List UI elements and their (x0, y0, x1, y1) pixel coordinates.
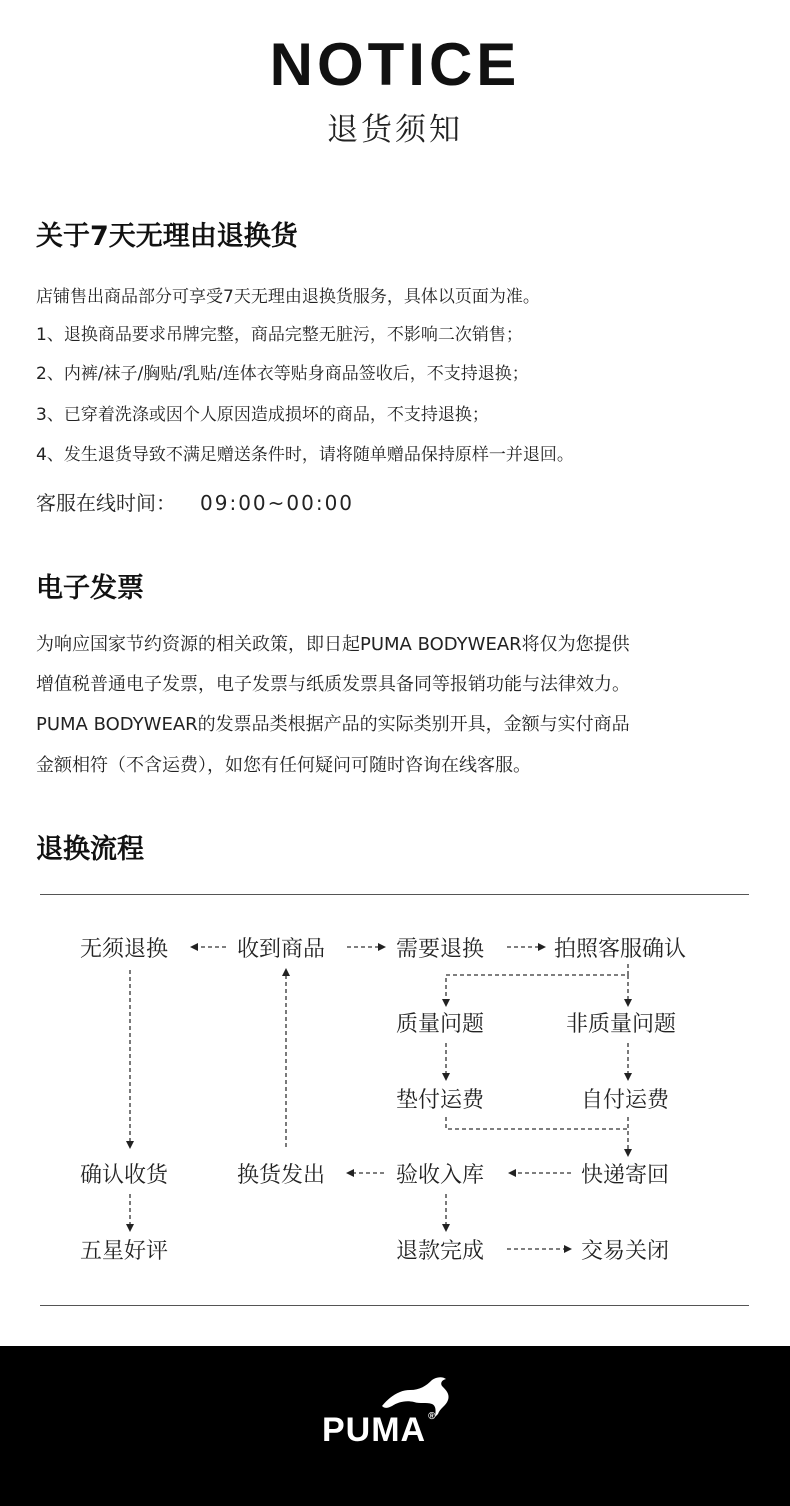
service-hours-label: 客服在线时间： (36, 491, 176, 515)
returns-item: 3、已穿着洗涤或因个人原因造成损坏的商品，不支持退换； (36, 405, 489, 425)
invoice-line: PUMA BODYWEAR的发票品类根据产品的实际类别开具，金额与实付商品 (36, 714, 630, 735)
flow-node-deal-closed: 交易关闭 (581, 1239, 670, 1264)
flow-node-inspect-stock: 验收入库 (396, 1163, 485, 1188)
flow-node-received: 收到商品 (237, 937, 326, 962)
flow-node-self-shipping: 自付运费 (581, 1088, 670, 1113)
flow-node-confirm-receipt: 确认收货 (80, 1163, 169, 1188)
returns-item: 2、内裤/袜子/胸贴/乳贴/连体衣等贴身商品签收后，不支持退换； (36, 364, 529, 384)
arrow-to-quality-issue (446, 964, 628, 1005)
service-hours-time: 09:00~00:00 (200, 491, 355, 515)
notice-title: NOTICE (269, 31, 521, 98)
flow-node-no-return: 无须退换 (80, 937, 169, 962)
registered-mark: ® (428, 1411, 437, 1422)
flow-node-photo-service: 拍照客服确认 (554, 937, 687, 962)
returns-policy-title: 关于7天无理由退换货 (36, 221, 298, 252)
invoice-title: 电子发票 (36, 573, 144, 604)
flow-node-express-return: 快递寄回 (581, 1163, 670, 1188)
notice-subtitle: 退货须知 (327, 112, 463, 148)
invoice-line: 为响应国家节约资源的相关政策，即日起PUMA BODYWEAR将仅为您提供 (36, 634, 630, 655)
puma-brand-text: PUMA (322, 1411, 427, 1449)
flow-node-refund-done: 退款完成 (396, 1239, 485, 1264)
arrow-advance-merge (446, 1117, 628, 1129)
returns-item: 4、发生退货导致不满足赠送条件时，请将随单赠品保持原样一并退回。 (36, 445, 574, 465)
flow-node-need-return: 需要退换 (396, 937, 485, 962)
invoice-line: 增值税普通电子发票，电子发票与纸质发票具备同等报销功能与法律效力。 (36, 674, 630, 695)
flow-node-quality-issue: 质量问题 (396, 1012, 485, 1037)
puma-wordmark (322, 1411, 436, 1450)
invoice-line: 金额相符（不含运费），如您有任何疑问可随时咨询在线客服。 (36, 755, 531, 776)
returns-intro: 店铺售出商品部分可享受7天无理由退换货服务，具体以页面为准。 (36, 287, 540, 307)
flow-node-five-star: 五星好评 (80, 1239, 169, 1264)
flow-node-non-quality-issue: 非质量问题 (566, 1012, 677, 1037)
flow-node-exchange-ship: 换货发出 (237, 1163, 326, 1188)
process-title: 退换流程 (36, 834, 144, 865)
flow-node-advance-shipping: 垫付运费 (396, 1088, 485, 1113)
returns-item: 1、退换商品要求吊牌完整，商品完整无脏污，不影响二次销售； (36, 325, 523, 345)
